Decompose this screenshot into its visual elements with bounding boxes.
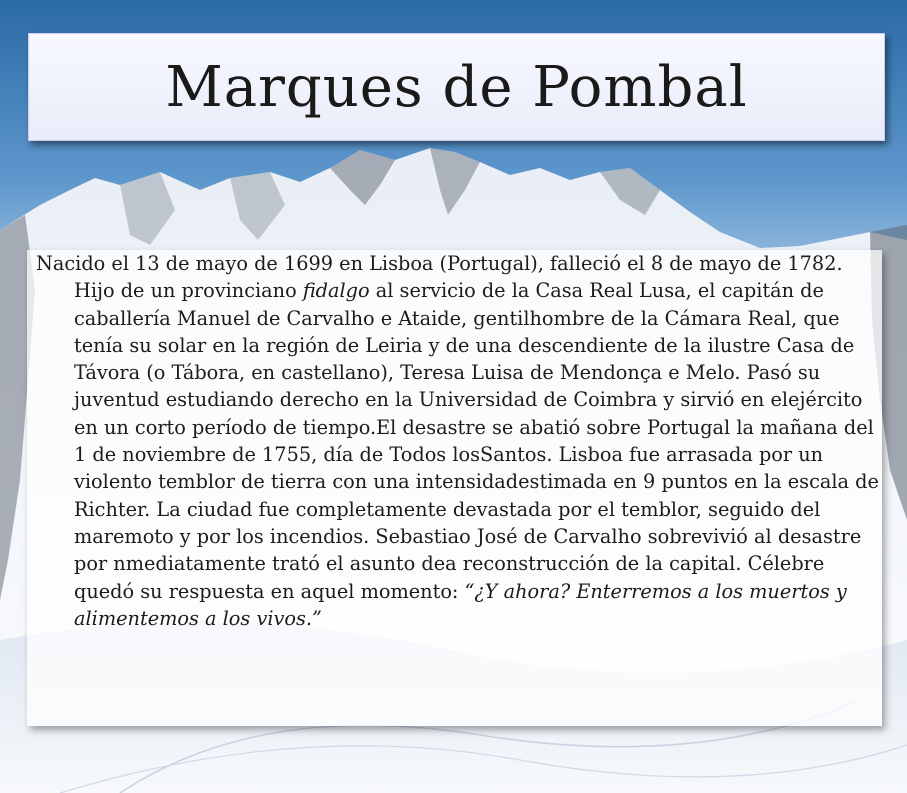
famous-quote: “¿Y ahora? Enterremos a los muertos y alimentemos a los vivos.” <box>74 579 847 630</box>
paragraph-text-2: al servicio de la Casa Real Lusa, el capitán de caballería Manuel de Carvalho e Ataide, gentilhombre de la Cámara Real, que tenía su solar en la región de Leiria y de una descendiente de la ilustre Casa de Távora (o Tábora, en castellano), Teresa Luisa de Mendonça e Melo. Pasó su juventud estudiando derecho en la Universidad de Coimbra y sirvió en elejército en un corto período de tiempo.El desastre se abatió sobre Portugal la mañana del 1 de noviembre de 1755, día de Todos losSantos. Lisboa fue arrasada por un violento temblor de tierra con una intensidadestimada en 9 puntos en la escala de Richter. La ciudad fue completamente devastada por el temblor, seguido del maremoto y por los incendios. Sebastiao José de Carvalho sobrevivió al desastre por nmediatamente trató el asunto dea reconstrucción de la capital. Célebre quedó su respuesta en aquel momento: <box>74 279 879 603</box>
slide-title: Marques de Pombal <box>165 54 748 120</box>
title-box <box>28 33 885 141</box>
fidalgo-term: fidalgo <box>302 279 370 303</box>
paragraph-text-1: Nacido el 13 de mayo de 1699 en Lisboa (Portugal), falleció el 8 de mayo de 1782. Hijo de un provinciano <box>36 252 843 303</box>
biography-paragraph <box>36 250 889 632</box>
